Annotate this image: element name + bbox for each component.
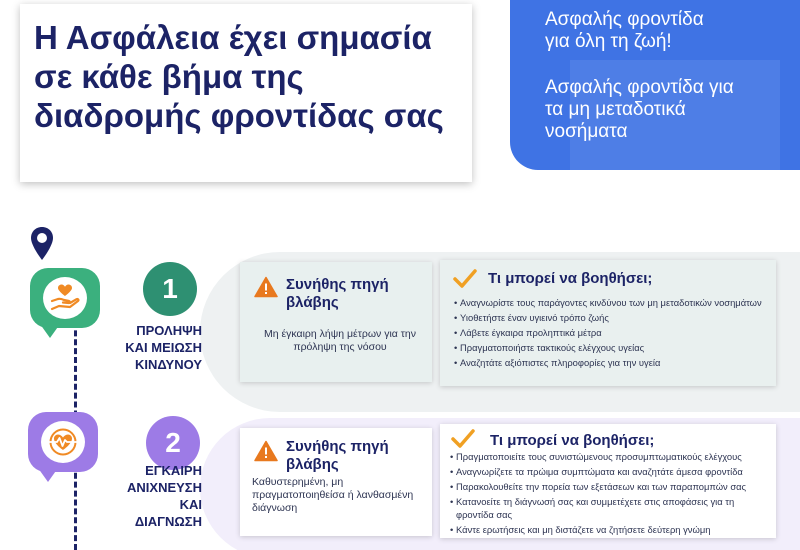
location-pin-icon [30,226,54,264]
cause-title [286,438,389,474]
help-title: Τι μπορεί να βοηθήσει; [488,270,653,287]
banner-line: τα μη μεταδοτικά [545,99,686,120]
list-item: • Αναζητάτε αξιόπιστες πληροφορίες για την υγεία [454,356,772,369]
stage-line: ΕΓΚΑΙΡΗ [145,463,202,478]
list-item: • Κάντε ερωτήσεις και μη διστάζετε να ζητήσετε δεύτερη γνώμη [450,523,772,536]
banner-line: Ασφαλής φροντίδα [545,9,704,30]
title-card [20,4,472,182]
slogan-banner [510,0,800,170]
cause-title-line: βλάβης [286,456,339,473]
help-title: Τι μπορεί να βοηθήσει; [490,432,655,449]
step-2-cause-card [240,428,432,536]
list-item: • Κατανοείτε τη διάγνωσή σας και συμμετέχετε στις αποφάσεις για τη φροντίδα σας [450,495,772,521]
warning-icon [254,276,278,298]
cause-title-line: βλάβης [286,294,339,311]
banner-line: νοσήματα [545,121,628,142]
check-icon [452,268,478,290]
step-1-stage [102,322,202,373]
cause-text: Μη έγκαιρη λήψη μέτρων για την πρόληψη της νόσου [263,328,417,353]
banner-slogan-ncd [510,53,800,143]
stage-line: ΑΝΙΧΝΕΥΣΗ ΚΑΙ [127,480,202,512]
list-item: • Παρακολουθείτε την πορεία των εξετάσεων και των παραπομπών σας [450,480,772,493]
banner-line: Ασφαλής φροντίδα για [545,77,734,98]
list-item: • Πραγματοποιήστε τακτικούς ελέγχους υγείας [454,341,772,354]
warning-icon [254,440,278,462]
list-item: • Υιοθετήστε έναν υγιεινό τρόπο ζωής [454,311,772,324]
help-list [454,296,772,371]
cause-title-line: Συνήθης πηγή [286,438,389,455]
cause-title [286,276,389,312]
step-2-stage [102,462,202,530]
stage-line: ΚΑΙ ΜΕΙΩΣΗ [125,340,202,355]
step-1-help-card [440,260,776,386]
page-title [34,18,458,135]
title-line: Η Ασφάλεια έχει σημασία [34,19,432,56]
banner-line: για όλη τη ζωή! [545,31,672,52]
banner-slogan-lifelong [510,0,800,53]
heart-pulse-icon [47,428,79,456]
step-2-icon-bubble [28,412,98,472]
list-item: • Αναγνωρίζετε τα πρώιμα συμπτώματα και αναζητάτε άμεσα φροντίδα [450,465,772,478]
step-1-number: 1 [143,262,197,316]
stage-line: ΔΙΑΓΝΩΣΗ [134,514,202,529]
step-2-help-card [440,424,776,538]
title-line: διαδρομής φροντίδας σας [34,97,444,134]
list-item: • Λάβετε έγκαιρα προληπτικά μέτρα [454,326,772,339]
list-item: • Αναγνωρίστε τους παράγοντες κινδύνου των μη μεταδοτικών νοσημάτων [454,296,772,309]
check-icon [450,428,476,450]
stage-line: ΠΡΟΛΗΨΗ [136,323,202,338]
title-line: σε κάθε βήμα της [34,58,304,95]
step-1-icon-bubble [30,268,100,328]
stage-line: ΚΙΝΔΥΝΟΥ [134,357,202,372]
list-item: • Πραγματοποιείτε τους συνιστώμενους προσυμπτωματικούς ελέγχους [450,450,772,463]
hand-heart-icon [50,284,80,312]
step-1-cause-card [240,262,432,382]
step-2-number: 2 [146,416,200,470]
help-list [450,450,772,538]
cause-title-line: Συνήθης πηγή [286,276,389,293]
cause-text: Καθυστερημένη, μη πραγματοποιηθείσα ή λανθασμένη διάγνωση [252,476,414,514]
